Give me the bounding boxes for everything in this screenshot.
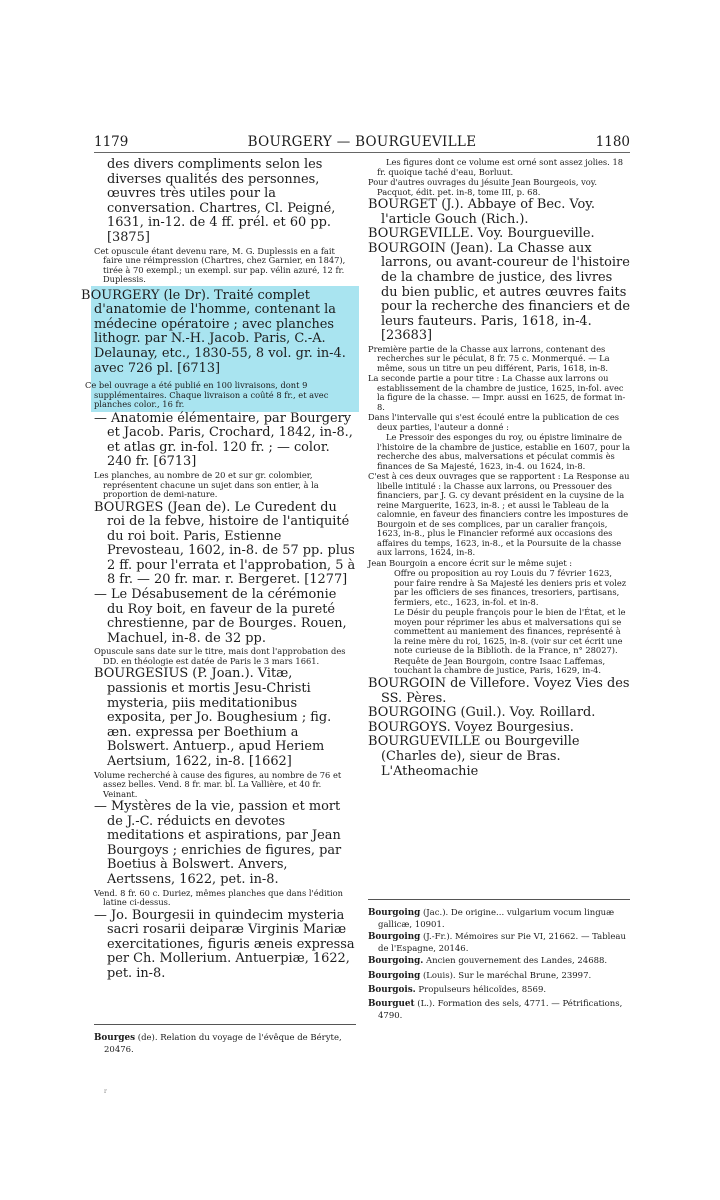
- right-entry: BOURGOING (Guil.). Voy. Roillard.: [368, 705, 596, 721]
- footnote-text: Ancien gouvernement des Landes, 24688.: [426, 956, 608, 967]
- right-entry: BOURGEVILLE. Voy. Bourgueville.: [368, 226, 595, 242]
- right-note: La seconde partie a pour titre : La Chasse aux larrons ou establissement de la chambre de justice, 1625, in-fol. avec la figure de la chasse. — Impr. aussi en 1625, de format in-8.: [368, 373, 626, 412]
- footnote-text: (Louis). Sur le maréchal Brune, 23997.: [422, 970, 592, 981]
- left-column: [81, 157, 356, 982]
- stray-mark: r: [104, 1088, 107, 1095]
- right-page-number: 1180: [595, 134, 630, 150]
- right-note: Le Désir du peuple françois pour le bien de l'État, et le moyen pour réprimer les abus et malversations qui se commettent au maniement des finances, représenté à la reine mère du roi, 1625, in-8. (voir sur cet écrit une note curieuse de la Biblioth. de la France, n° 28027).: [394, 607, 626, 656]
- left-entry: — Mystères de la vie, passion et mort de J.-C. réduicts en devotes meditations et aspirations, par Jean Bourgoys ; enrichies de figures, par Boetius à Bolswert. Anvers, Aertssens, 1622, pet. in-8.: [94, 799, 342, 888]
- footnote-head: Bourgoing: [368, 932, 421, 943]
- right-note: Pour d'autres ouvrages du jésuite Jean Bourgeois, voy. Pacquot, édit. pet. in-8, tome III, p. 68.: [368, 177, 598, 197]
- page-header: [94, 134, 630, 153]
- right-entry: BOURGOIN de Villefore. Voyez Vies des SS. Pères.: [368, 675, 630, 706]
- right-note: Première partie de la Chasse aux larrons, contenant des recherches sur le péculat, 8 fr. 75 c. Monmerqué. — La même, sous un titre un peu différent, Paris, 1618, in-8.: [368, 343, 610, 373]
- footnote-head: Bourges: [94, 1033, 136, 1043]
- footnote-item: [368, 998, 630, 1021]
- footnote-text: (L.). Formation des sels, 4771. — Pétrifications, 4790.: [378, 999, 623, 1022]
- footnote-item: [368, 931, 630, 954]
- left-note: Vend. 8 fr. 60 c. Duriez, mêmes planches que dans l'édition latine ci-dessus.: [94, 887, 344, 908]
- left-entry: des divers compliments selon les diverses qualités des personnes, œuvres très utiles pour la conversation. Chartres, Cl. Peigné, 1631, in-12. de 4 ff. prél. et 60 pp. [3875]: [107, 157, 336, 245]
- right-entry: BOURGOIN (Jean). La Chasse aux larrons, ou avant-coureur de l'histoire de la chambre de justice, des livres du bien public, et autres œuvres faits pour la recherche des financiers et de leurs fauteurs. Paris, 1618, in-4. [23683]: [368, 240, 630, 344]
- right-column: [368, 158, 630, 779]
- left-note: Les planches, au nombre de 20 et sur gr. colombier, représentent chacune un sujet dans son entier, à la proportion de demi-nature.: [94, 470, 319, 499]
- footnote-text: (de). Relation du voyage de l'évêque de Béryte, 20476.: [104, 1033, 342, 1056]
- footnote-head: Bourgoing: [368, 970, 421, 981]
- footnote-head: Bourgoing.: [368, 956, 424, 967]
- footnote-head: Bourguet: [368, 999, 415, 1010]
- right-note: Jean Bourgoin a encore écrit sur le même sujet :: [368, 557, 573, 568]
- left-footnotes: [94, 1024, 356, 1056]
- right-note: C'est à ces deux ouvrages que se rapportent : La Response au libelle intitulé : la Chasse aux larrons, ou Pressouer des financiers, par J. G. cy devant président en la cuysine de la reine Marguerite, 1623, in-8. ; et aussi le Tableau de la calomnie, en faveur des financiers contre les impostures de Bourgoin et de ses complices, par un caralier françois, 1623, in-8., plus le Financier reformé aux occasions des affaires du temps, 1623, in-8., et la Poursuite de la chasse aux larrons, 1624, in-8.: [368, 471, 630, 558]
- running-title: BOURGERY — BOURGUEVILLE: [247, 134, 477, 150]
- footnote-head: Bourgois.: [368, 984, 416, 995]
- left-entry: — Jo. Bourgesii in quindecim mysteria sacri rosarii deiparæ Virginis Mariæ exercitationes, figuris æneis expressa per Ch. Mollerium. Antuerpiæ, 1622, pet. in-8.: [94, 907, 355, 982]
- left-entry: — Le Désabusement de la cérémonie du Roy boit, en faveur de la pureté chrestienne, par de Bourges. Rouen, Machuel, in-8. de 32 pp.: [94, 587, 347, 646]
- footnote-item: [368, 970, 630, 983]
- footnote-text: (Jac.). De origine... vulgarium vocum linguæ gallicæ, 10901.: [378, 908, 615, 931]
- left-entry: — Anatomie élémentaire, par Bourgery et Jacob. Paris, Crochard, 1842, in-8., et atlas gr. in-fol. 120 fr. ; — color. 240 fr. [6713]: [94, 410, 353, 470]
- right-entry: BOURGUEVILLE ou Bourgeville (Charles de), sieur de Bras. L'Atheomachie: [368, 734, 580, 779]
- left-note: Volume recherché à cause des figures, au nombre de 76 et assez belles. Vend. 8 fr. mar. bl. La Vallière, et 40 fr. Veinant.: [94, 769, 342, 799]
- left-page-number: 1179: [94, 134, 129, 150]
- right-note: Requête de Jean Bourgoin, contre Isaac Laffemas, touchant la chambre de justice, Paris, 1629, in-4.: [394, 655, 606, 676]
- left-entry: BOURGESIUS (P. Joan.). Vitæ, passionis et mortis Jesu-Christi mysteria, piis meditationibus exposita, per Jo. Boughesium ; fig. æn. expressa per Boethium a Bolswert. Antuerp., apud Heriem Aertsium, 1622, in-8. [1662]: [94, 666, 332, 769]
- right-entry: BOURGOYS. Voyez Bourgesius.: [368, 719, 574, 735]
- right-note: Le Pressoir des esponges du roy, ou épistre liminaire de l'histoire de la chambre de justice, establie en 1607, pour la recherche des abus, malversations et péculat commis ès finances de Sa Majesté, 1623, in-4. ou 1624, in-8.: [377, 432, 631, 471]
- left-note: Opuscule sans date sur le titre, mais dont l'approbation des DD. en théologie est datée de Paris le 3 mars 1661.: [94, 646, 346, 666]
- footnote-text: Propulseurs hélicoïdes, 8569.: [418, 984, 547, 995]
- footnote-item: [368, 955, 630, 968]
- right-footnotes: [368, 899, 630, 1022]
- left-entry: BOURGERY (le Dr). Traité complet d'anatomie de l'homme, contenant la médecine opératoire ; avec planches lithogr. par N.-H. Jacob. Paris, C.-A. Delaunay, etc., 1830-55, 8 vol. gr. in-4. avec 726 pl. [6713]: [91, 286, 359, 379]
- left-note: Ce bel ouvrage a été publié en 100 livraisons, dont 9 supplémentaires. Chaque livraison a coûté 8 fr., et avec planches color., 16 fr.: [91, 378, 359, 412]
- footnote-text: (J.-Fr.). Mémoires sur Pie VI, 21662. — Tableau de l'Espagne, 20146.: [378, 932, 626, 955]
- footnote-item: [368, 984, 630, 997]
- footnote-item: [94, 1032, 356, 1055]
- right-entry: BOURGET (J.). Abbaye of Bec. Voy. l'article Gouch (Rich.).: [368, 197, 595, 227]
- footnote-head: Bourgoing: [368, 908, 421, 918]
- right-note: Dans l'intervalle qui s'est écoulé entre la publication de ces deux parties, l'auteur a donné :: [368, 412, 620, 432]
- footnote-item: [368, 907, 630, 930]
- right-note: Les figures dont ce volume est orné sont assez jolies. 18 fr. quoique taché d'eau, Borluut.: [377, 157, 624, 177]
- left-note: Cet opuscule étant devenu rare, M. G. Duplessis en a fait faire une réimpression (Chartres, chez Garnier, en 1847), tirée à 70 exempl.; un exempl. sur pap. vélin azuré, 12 fr. Duplessis.: [94, 245, 346, 285]
- left-entry: BOURGES (Jean de). Le Curedent du roi de la febve, histoire de l'antiquité du roi boit. Paris, Estienne Prevosteau, 1602, in-8. de 57 pp. plus 2 ff. pour l'errata et l'approbation, 5 à 8 fr. — 20 fr. mar. r. Bergeret. [1277]: [94, 499, 356, 588]
- right-note: Offre ou proposition au roy Louis du 7 février 1623, pour faire rendre à Sa Majesté les deniers pris et volez par les officiers de ses finances, tresoriers, partisans, fermiers, etc., 1623, in-fol. et in-8.: [394, 568, 627, 607]
